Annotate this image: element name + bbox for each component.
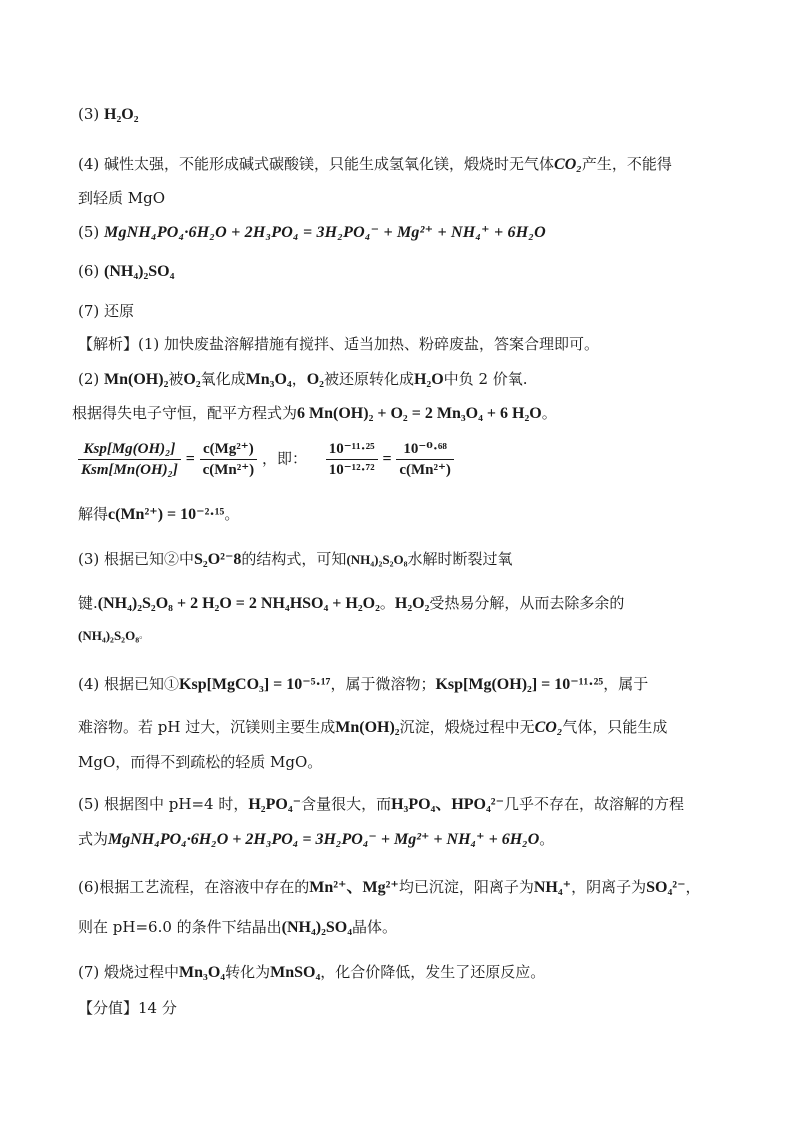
text: (4) 根据已知① (78, 675, 180, 693)
text: 沉淀，煅烧过程中无 (399, 718, 535, 736)
formula: (NH₄)₂S₂O₈ (346, 552, 408, 567)
equation: MgNH₄PO₄·6H₂O + 2H₃PO₄ = 3H₂PO₄⁻ + Mg²⁺ + NH₄⁺ + 6H₂O (104, 224, 546, 241)
formula: c(Mn²⁺) = 10⁻²·¹⁵ (108, 506, 225, 523)
analysis-4-cont (78, 716, 667, 739)
formula: (NH₄)₂SO₄ (104, 263, 175, 280)
fraction-ksp (78, 440, 181, 479)
formula: H₂O₂ (104, 106, 139, 123)
text: 到轻质 MgO (78, 189, 166, 207)
text: MgO，而得不到疏松的轻质 MgO。 (78, 753, 323, 771)
numerator: 10⁻⁰·⁶⁸ (396, 440, 454, 460)
denominator: c(Mn²⁺) (399, 462, 451, 478)
equation: 6 Mn(OH)₂ + O₂ = 2 Mn₃O₄ + 6 H₂O (297, 405, 542, 422)
text: ，即： (261, 449, 307, 468)
fraction-result (396, 440, 454, 479)
formula: Mn₃O₄ (179, 964, 226, 981)
text: (5) 根据图中 pH=4 时， (78, 795, 249, 813)
denominator: Ksm[Mn(OH)₂] (81, 462, 178, 478)
text: 几乎不存在，故溶解的方程 (504, 795, 685, 813)
item-number: (2) (78, 370, 100, 388)
text: (3) 根据已知②中 (78, 550, 195, 568)
formula: Ksp[Mg(OH)₂] = 10⁻¹¹·²⁵ (435, 676, 604, 693)
text: 解得 (78, 505, 109, 523)
text: 根据得失电子守恒，配平方程式为 (72, 404, 298, 422)
text: 转化为 (225, 963, 271, 981)
formula: Mn(OH)₂ (335, 719, 400, 736)
analysis-4 (78, 673, 648, 696)
fraction-c (200, 440, 258, 479)
denominator: c(Mn²⁺) (202, 462, 255, 478)
formula: CO₂ (534, 719, 563, 736)
text: ，阴离子为 (571, 878, 647, 896)
text: 产生，不能得 (581, 155, 672, 173)
formula: (NH₄)₂SO₄ (281, 919, 353, 936)
analysis-3-end (78, 624, 148, 647)
analysis-3 (78, 548, 513, 571)
text: 被 (168, 370, 184, 388)
text: (4) 碱性太强，不能形成碱式碳酸镁，只能生成氢氧化镁，煅烧时无气体 (78, 155, 555, 173)
formula: H₂O₂ (394, 595, 430, 612)
solve-line (78, 503, 239, 526)
answer-6 (78, 260, 174, 283)
equals: = (185, 450, 195, 468)
text: (7) 煅烧过程中 (78, 963, 180, 981)
text: 难溶物。若 pH 过大，沉镁则主要生成 (78, 718, 336, 736)
text: (7) 还原 (78, 302, 135, 320)
text: 被还原转化成 (323, 370, 414, 388)
formula: Mn₃O₄ (245, 371, 292, 388)
formula: SO₄²⁻ (646, 879, 686, 896)
formula: H₃PO₄、HPO₄²⁻ (391, 796, 505, 813)
item-number: (3) (78, 105, 100, 123)
text: 则在 pH=6.0 的条件下结晶出 (78, 918, 282, 936)
numerator: 10⁻¹¹·²⁵ (326, 440, 378, 460)
ksp-ratio (78, 440, 454, 479)
formula: H₂O (413, 371, 444, 388)
formula: Ksp[MgCO₃] = 10⁻⁵·¹⁷ (179, 676, 331, 693)
answer-7 (78, 300, 134, 322)
text: 均已沉淀，阳离子为 (398, 878, 534, 896)
formula: Mn²⁺、Mg²⁺ (309, 879, 399, 896)
text: ， (291, 370, 307, 388)
text: 的结构式，可知 (241, 550, 347, 568)
text: 水解时断裂过氧 (407, 550, 513, 568)
item-number: (6) (78, 262, 100, 280)
equals: = (382, 450, 392, 468)
equation: (NH₄)₂S₂O₈ + 2 H₂O = 2 NH₄HSO₄ + H₂O₂ (97, 595, 380, 612)
text: ，属于 (603, 675, 649, 693)
formula: S₂O²⁻8 (194, 551, 242, 568)
text: 式为 (78, 830, 109, 848)
analysis-7 (78, 961, 545, 984)
analysis-6 (78, 876, 701, 899)
denominator: 10⁻¹²·⁷² (328, 462, 375, 478)
text: 。 (539, 830, 555, 848)
answer-4-cont (78, 187, 165, 209)
text: 气体，只能生成 (562, 718, 668, 736)
analysis-5-cont (78, 828, 554, 851)
text: ，属于微溶物； (330, 675, 436, 693)
analysis-2 (78, 368, 528, 391)
text: 受热易分解，从而去除多余的 (429, 594, 625, 612)
analysis-2-cont (72, 402, 557, 425)
analysis-1 (78, 333, 599, 355)
text: 。 (541, 404, 557, 422)
text: 【分值】14 分 (78, 999, 177, 1017)
text: 。 (379, 594, 395, 612)
numerator: c(Mg²⁺) (200, 440, 258, 460)
answer-4 (78, 153, 672, 176)
text: 含量很大，而 (301, 795, 392, 813)
text: 键. (78, 594, 98, 612)
score-line (78, 997, 177, 1019)
text: (6)根据工艺流程，在溶液中存在的 (78, 878, 310, 896)
numerator: Ksp[Mg(OH)₂] (78, 440, 181, 460)
formula: H₂PO₄⁻ (248, 796, 302, 813)
formula: (NH₄)₂S₂O₈ (78, 628, 140, 643)
text: 晶体。 (352, 918, 398, 936)
text: ， (685, 878, 701, 896)
analysis-5 (78, 793, 684, 816)
equation: MgNH₄PO₄·6H₂O + 2H₃PO₄ = 3H₂PO₄⁻ + Mg²⁺ + NH₄⁺ + 6H₂O (108, 831, 540, 848)
formula: MnSO₄ (270, 964, 321, 981)
answer-5 (78, 221, 546, 244)
fraction-power (326, 440, 378, 479)
formula: O₂ (306, 371, 324, 388)
text: 。 (224, 505, 240, 523)
analysis-3-cont (78, 592, 624, 615)
item-number: (5) (78, 223, 100, 241)
formula: O₂ (183, 371, 201, 388)
formula: NH₄⁺ (533, 879, 572, 896)
answer-3 (78, 103, 139, 126)
text: 【解析】(1) 加快废盐溶解措施有搅拌、适当加热、粉碎废盐，答案合理即可。 (78, 335, 600, 353)
text: ，化合价降低，发生了还原反应。 (320, 963, 546, 981)
text: 。 (139, 631, 149, 641)
text: 中负 2 价氧. (443, 370, 528, 388)
analysis-4-end (78, 751, 322, 773)
analysis-6-cont (78, 916, 397, 939)
formula: CO₂ (554, 156, 582, 173)
formula: Mn(OH)₂ (104, 371, 169, 388)
text: 氧化成 (200, 370, 246, 388)
